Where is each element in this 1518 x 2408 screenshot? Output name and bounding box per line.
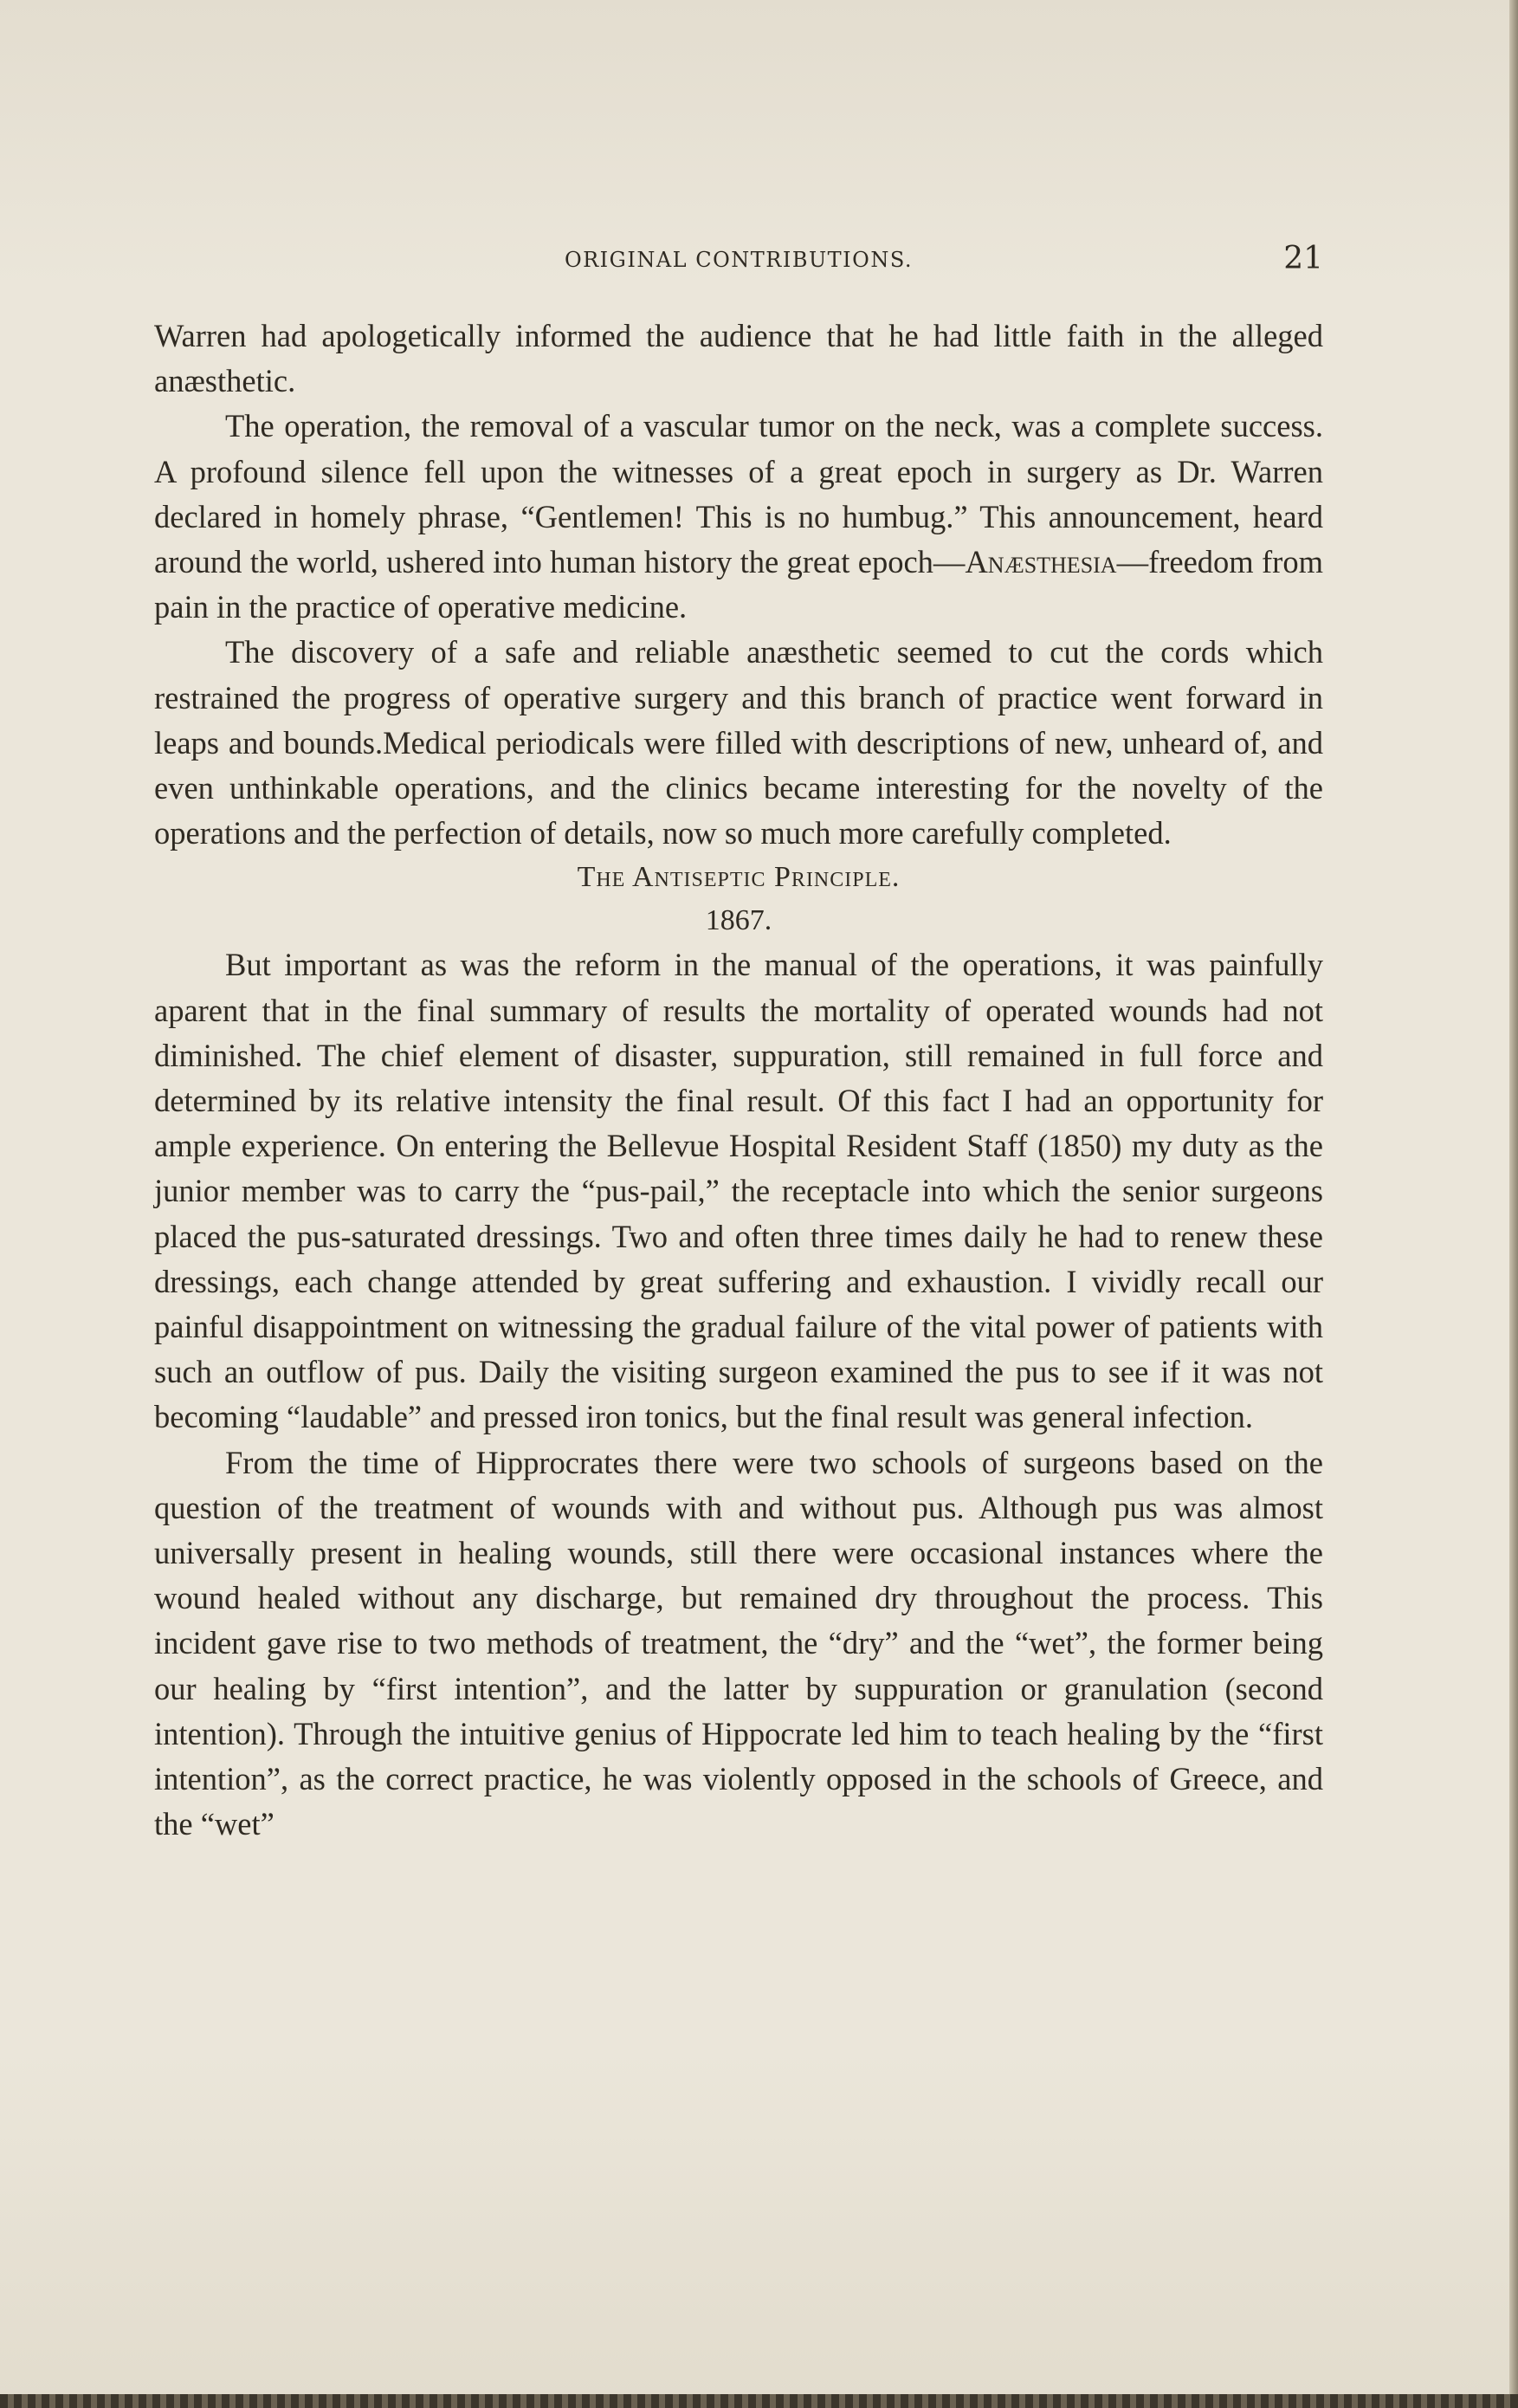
page-bottom-edge — [0, 2394, 1518, 2408]
page-number: 21 — [1283, 241, 1323, 276]
body-text — [154, 314, 1323, 1848]
section-year: 1867. — [705, 904, 772, 937]
running-title: ORIGINAL CONTRIBUTIONS. — [564, 248, 914, 272]
paragraph-2-text-end: —freedom from pain in the practice of operative medicine. — [154, 544, 1323, 625]
paragraph-2-text-start: The operation, the removal of a vascular tumor on the neck, was a complete success. A profound silence fell upon the witnesses of a great epoch in surgery as Dr. Warren declared in homely phrase, “Gentlemen! This is no humbug.” This announcement, heard around the world, ushered into human history the great epoch— — [154, 408, 1323, 580]
paragraph-1: Warren had apologetically informed the audience that he had little faith in the alleged anæsthetic. — [154, 318, 1323, 399]
paragraph-4: But important as was the reform in the manual of the operations, it was painfully aparent that in the final summary of results the mortality of operated wounds had not diminished. The chief element of disaster, suppuration, still remained in full force and determined by its relative intensity the final result. Of this fact I had an opportunity for ample experience. On entering the Bellevue Hospital Resident Staff (1850) my duty as the junior member was to carry the “pus-pail,” the receptacle into which the senior surgeons placed the pus-saturated dressings. Two and often three times daily he had to renew these dressings, each change attended by great suffering and exhaustion. I vividly recall our painful disappointment on witnessing the gradual failure of the vital power of patients with such an outflow of pus. Daily the visiting surgeon examined the pus to see if it was not becoming “laudable” and pressed iron tonics, but the final result was general infection. — [154, 947, 1323, 1435]
paragraph-2 — [154, 404, 1323, 630]
running-head — [154, 241, 1323, 284]
paragraph-5: From the time of Hipprocrates there were two schools of surgeons based on the question of the treatment of wounds with and without pus. Although pus was almost universally present in healing wounds, still there were occasional instances where the wound healed without any discharge, but remained dry throughout the process. This incident gave rise to two methods of treatment, the “dry” and the “wet”, the former being our healing by “first intention”, and the latter by suppuration or granulation (second intention). Through the intuitive genius of Hippocrate led him to teach healing by the “first intention”, as the correct practice, he was violently opposed in the schools of Greece, and the “wet” — [154, 1444, 1323, 1842]
anaesthesia-term: Anæsthesia — [965, 544, 1117, 580]
paragraph-3: The discovery of a safe and reliable anæsthetic seemed to cut the cords which restrained the progress of operative surgery and this branch of practice went forward in leaps and bounds.Medical periodicals were filled with descriptions of new, unheard of, and even unthinkable operations, and the clinics became interesting for the novelty of the operations and the perfection of details, now so much more carefully completed. — [154, 634, 1323, 851]
section-heading: The Antiseptic Principle. — [577, 861, 901, 894]
page-right-edge — [1509, 0, 1518, 2408]
